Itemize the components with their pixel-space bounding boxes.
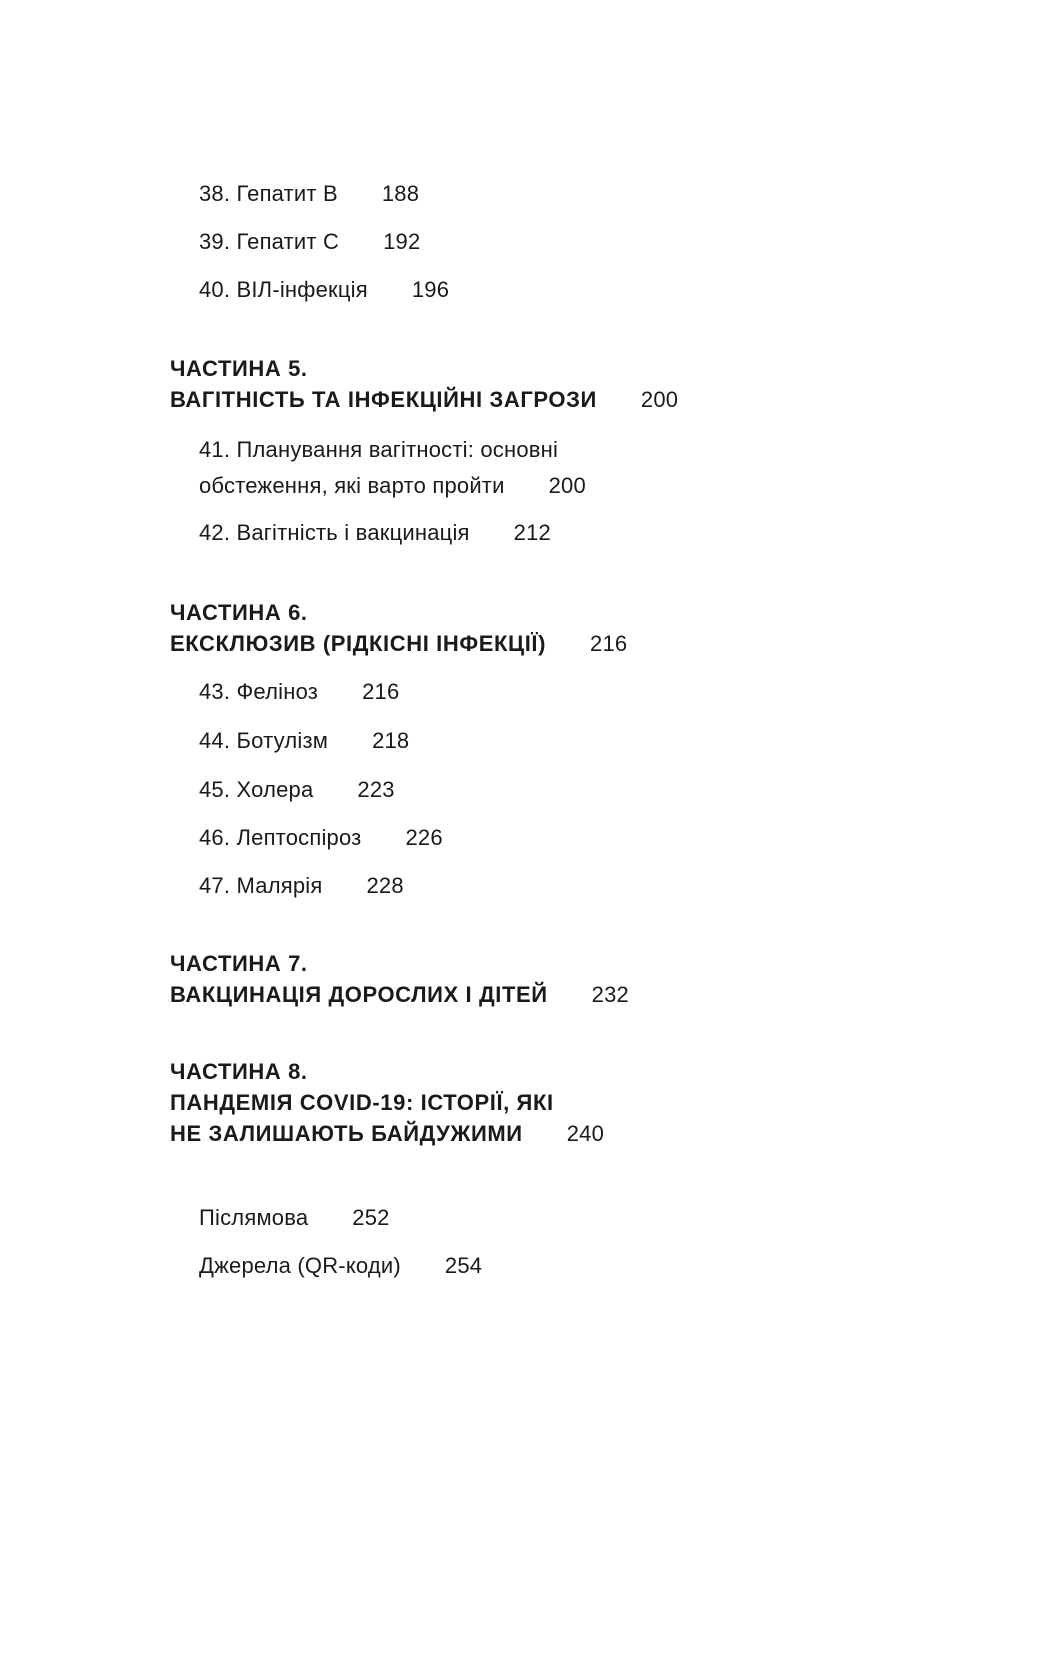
part-label: ЧАСТИНА 7. <box>170 951 308 976</box>
entry-title: 44. Ботулізм <box>199 728 329 753</box>
entry-title: 38. Гепатит В <box>199 181 338 206</box>
entry-page-number: 228 <box>366 873 404 898</box>
toc-entry-afterword <box>199 1200 390 1236</box>
part-title-line2: НЕ ЗАЛИШАЮТЬ БАЙДУЖИМИ <box>170 1121 523 1146</box>
toc-entry <box>199 272 449 308</box>
entry-title: 43. Феліноз <box>199 679 319 704</box>
part-page-number: 216 <box>590 631 628 656</box>
part-page-number: 232 <box>591 982 629 1007</box>
entry-title: 40. ВІЛ-інфекція <box>199 277 368 302</box>
entry-title: Джерела (QR-коди) <box>199 1253 401 1278</box>
toc-entry <box>199 432 586 504</box>
entry-title-line1: 41. Планування вагітності: основні <box>199 437 559 462</box>
entry-title: 47. Малярія <box>199 873 323 898</box>
toc-entry <box>199 820 443 856</box>
entry-page-number: 226 <box>405 825 443 850</box>
part-label: ЧАСТИНА 5. <box>170 356 308 381</box>
part-label: ЧАСТИНА 8. <box>170 1059 308 1084</box>
entry-page-number: 212 <box>513 520 551 545</box>
toc-entry-sources <box>199 1248 482 1284</box>
entry-page-number: 252 <box>352 1205 390 1230</box>
toc-entry <box>199 868 404 904</box>
part-page-number: 200 <box>640 387 679 412</box>
entry-title: 42. Вагітність і вакцинація <box>199 520 470 545</box>
part-page-number: 240 <box>566 1121 605 1146</box>
entry-page-number: 200 <box>548 473 586 498</box>
entry-title-line2: обстеження, які варто пройти <box>199 473 505 498</box>
entry-title: 45. Холера <box>199 777 314 802</box>
entry-page-number: 216 <box>362 679 400 704</box>
part-title: ВАКЦИНАЦІЯ ДОРОСЛИХ І ДІТЕЙ <box>170 982 548 1007</box>
part-title-line1: ПАНДЕМІЯ COVID-19: ІСТОРІЇ, ЯКІ <box>170 1090 554 1115</box>
toc-entry <box>199 674 399 710</box>
toc-entry <box>199 723 409 759</box>
part-heading-5 <box>170 353 678 415</box>
entry-page-number: 254 <box>444 1253 483 1278</box>
part-heading-8 <box>170 1056 604 1149</box>
toc-entry <box>199 772 395 808</box>
toc-entry <box>199 176 419 212</box>
entry-title: Післямова <box>199 1205 309 1230</box>
entry-title: 39. Гепатит С <box>199 229 340 254</box>
entry-page-number: 196 <box>411 277 450 302</box>
part-title: ВАГІТНІСТЬ ТА ІНФЕКЦІЙНІ ЗАГРОЗИ <box>170 387 597 412</box>
part-title: ЕКСКЛЮЗИВ (РІДКІСНІ ІНФЕКЦІЇ) <box>170 631 547 656</box>
entry-page-number: 223 <box>357 777 395 802</box>
entry-page-number: 188 <box>381 181 420 206</box>
entry-title: 46. Лептоспіроз <box>199 825 362 850</box>
part-label: ЧАСТИНА 6. <box>170 600 308 625</box>
part-heading-7 <box>170 948 629 1010</box>
part-heading-6 <box>170 597 627 659</box>
toc-entry <box>199 224 420 260</box>
entry-page-number: 218 <box>372 728 410 753</box>
toc-entry <box>199 515 551 551</box>
entry-page-number: 192 <box>383 229 421 254</box>
